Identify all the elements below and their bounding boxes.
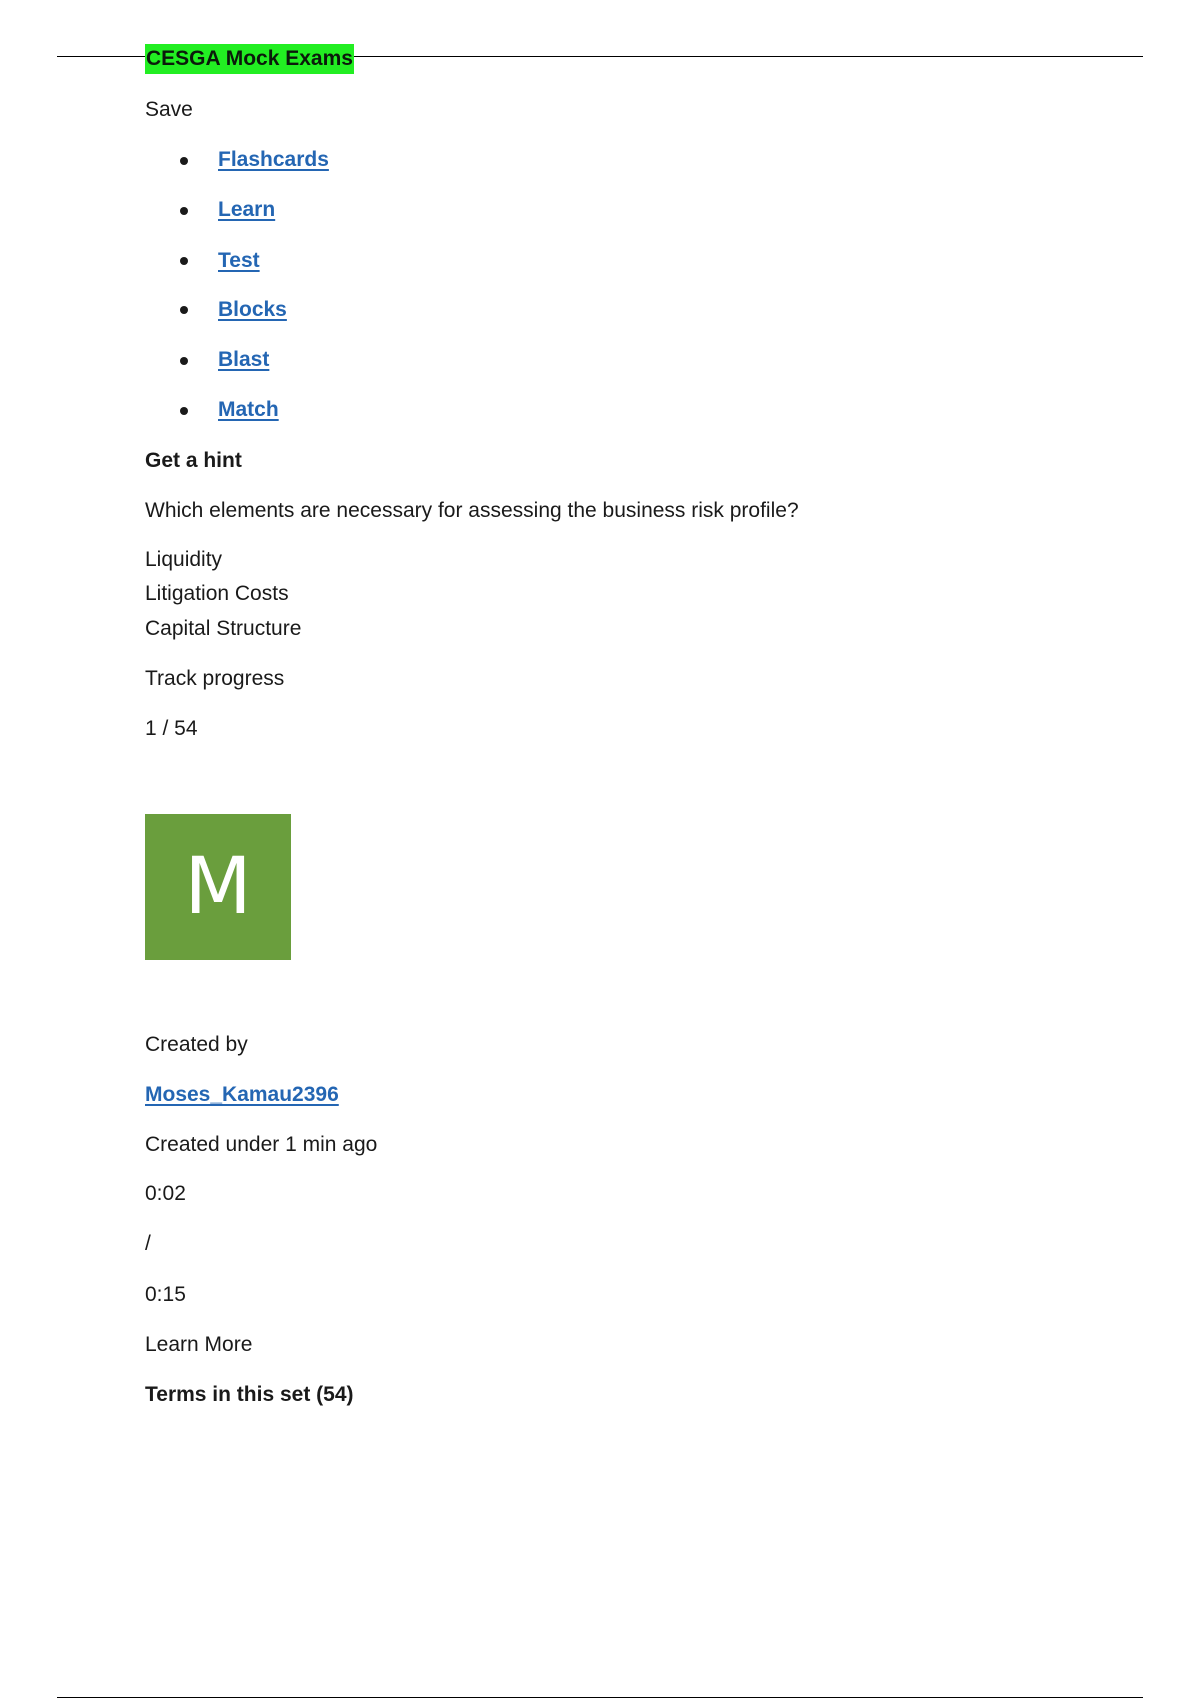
- bullet-icon: [180, 257, 188, 265]
- blast-link[interactable]: Blast: [218, 348, 270, 371]
- terms-heading: Terms in this set (54): [145, 1383, 354, 1406]
- media-total-time: 0:15: [145, 1283, 186, 1306]
- blocks-link[interactable]: Blocks: [218, 298, 287, 321]
- answer-option: Liquidity: [145, 548, 223, 571]
- test-link[interactable]: Test: [218, 249, 260, 272]
- flashcards-link[interactable]: Flashcards: [218, 148, 329, 171]
- creator-username-link[interactable]: Moses_Kamau2396: [145, 1083, 339, 1106]
- learn-link[interactable]: Learn: [218, 198, 276, 221]
- media-current-time: 0:02: [145, 1182, 186, 1205]
- track-progress-toggle[interactable]: Track progress: [145, 667, 285, 690]
- answer-option: Litigation Costs: [145, 582, 289, 605]
- avatar: M: [145, 814, 291, 960]
- match-link[interactable]: Match: [218, 398, 279, 421]
- bullet-icon: [180, 407, 188, 415]
- bullet-icon: [180, 306, 188, 314]
- media-time-separator: /: [145, 1232, 151, 1255]
- progress-counter: 1 / 54: [145, 717, 198, 740]
- hint-button[interactable]: Get a hint: [145, 449, 242, 472]
- bullet-icon: [180, 207, 188, 215]
- created-time: Created under 1 min ago: [145, 1133, 378, 1156]
- bullet-icon: [180, 157, 188, 165]
- learn-more-link[interactable]: Learn More: [145, 1333, 253, 1356]
- save-button[interactable]: Save: [145, 98, 193, 121]
- page-title: CESGA Mock Exams: [145, 44, 354, 74]
- answer-option: Capital Structure: [145, 617, 302, 640]
- footer-rule: [57, 1697, 1143, 1698]
- created-by-label: Created by: [145, 1033, 248, 1056]
- bullet-icon: [180, 357, 188, 365]
- question-text: Which elements are necessary for assessing the business risk profile?: [145, 499, 799, 522]
